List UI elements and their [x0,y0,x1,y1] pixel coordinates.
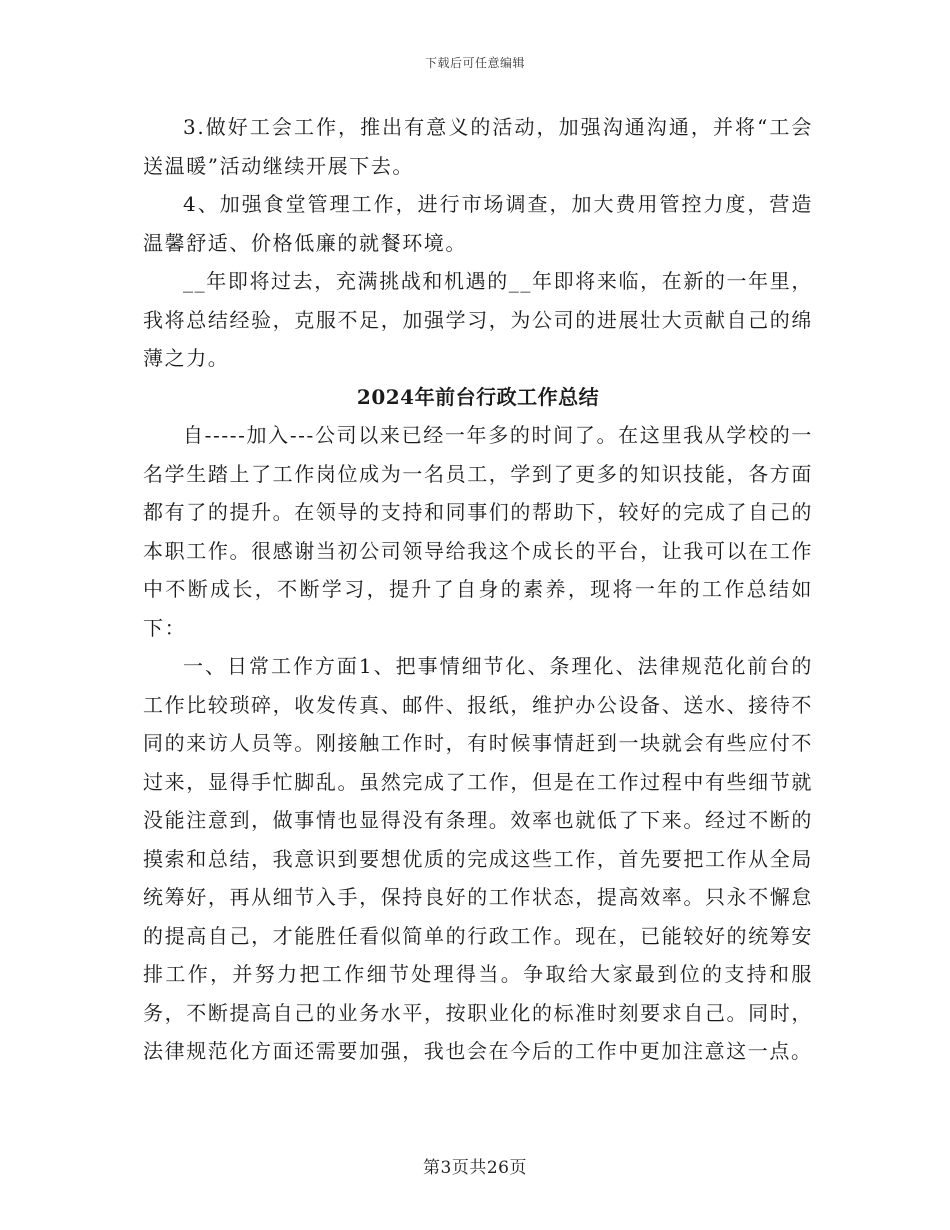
page-number: 第3页共26页 [423,1158,527,1178]
paragraph-introduction: 自-----加入---公司以来已经一年多的时间了。在这里我从学校的一名学生踏上了工作岗位成为一名员工，学到了更多的知识技能，各方面都有了的提升。在领导的支持和同事们的帮助下，较好的完成了自己的本职工作。很感谢当初公司领导给我这个成长的平台，让我可以在工作中不断成长，不断学习，提升了自身的素养，现将一年的工作总结如下： [143,423,813,640]
paragraph-daily-work: 一、日常工作方面1、把事情细节化、条理化、法律规范化前台的工作比较琐碎，收发传真、邮件、报纸，维护办公设备、送水、接待不同的来访人员等。刚接触工作时，有时候事情赶到一块就会有些应付不过来，显得手忙脚乱。虽然完成了工作，但是在工作过程中有些细节就没能注意到，做事情也显得没有条理。效率也就低了下来。经过不断的摸索和总结，我意识到要想优质的完成这些工作，首先要把工作从全局统筹好，再从细节入手，保持良好的工作状态，提高效率。只永不懈怠的提高自己，才能胜任看似简单的行政工作。现在，已能较好的统筹安排工作，并努力把工作细节处理得当。争取给大家最到位的支持和服务，不断提高自己的业务水平，按职业化的标准时刻要求自己。同时，法律规范化方面还需要加强，我也会在今后的工作中更加注意这一点。 [143,654,813,1063]
paragraph-canteen-management: 4、加强食堂管理工作，进行市场调查，加大费用管控力度，营造温馨舒适、价格低廉的就餐环境。 [143,192,813,255]
document-body [143,108,813,1071]
paragraph-year-closing: __年即将过去，充满挑战和机遇的__年即将来临，在新的一年里，我将总结经验，克服不足，加强学习，为公司的进展壮大贡献自己的绵薄之力。 [143,269,813,370]
page-header: 下载后可任意编辑 [424,56,525,70]
section-title: 2024年前台行政工作总结 [356,384,600,409]
paragraph-union-work: 3.做好工会工作，推出有意义的活动，加强沟通沟通，并将“工会送温暖”活动继续开展下去。 [143,115,813,178]
